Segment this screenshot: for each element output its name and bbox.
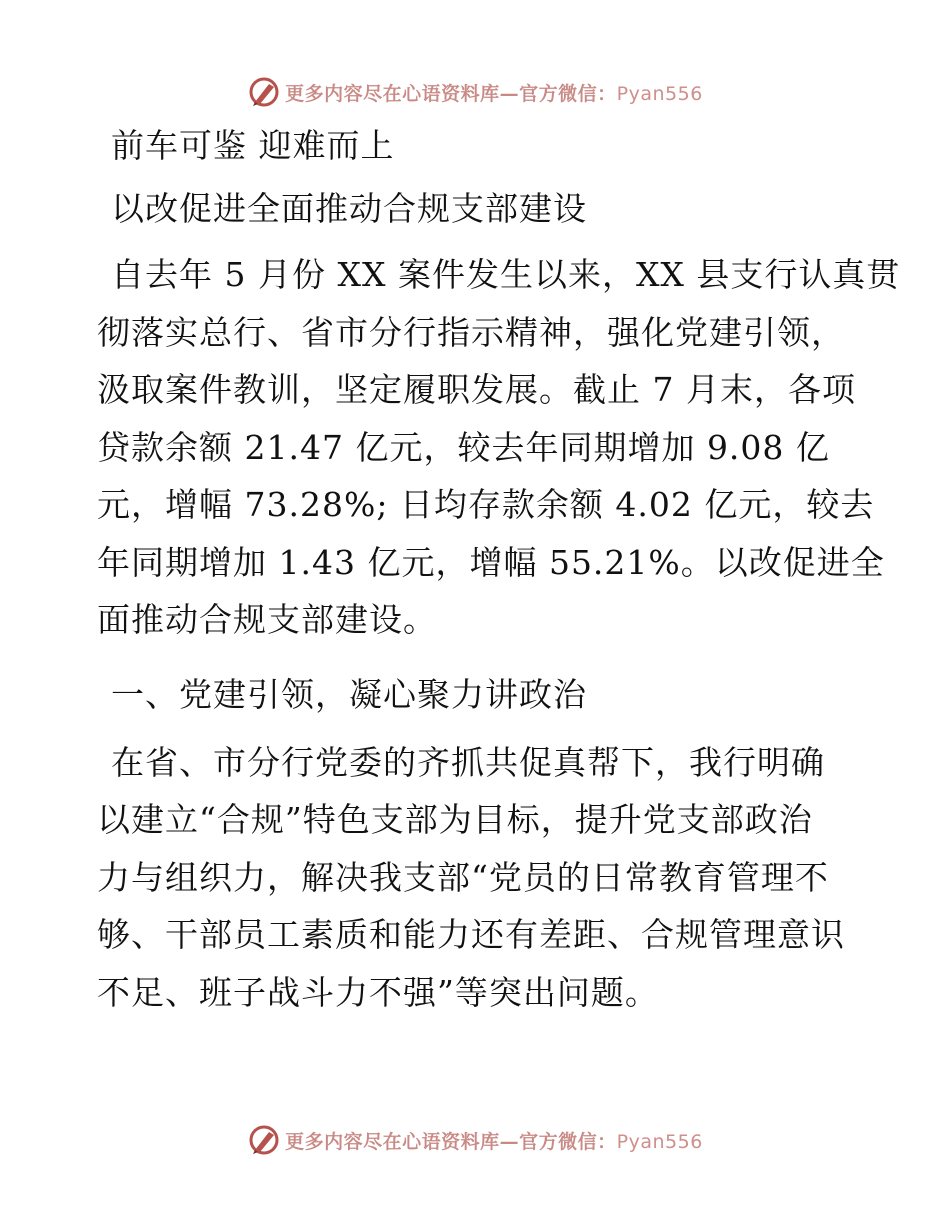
section-heading: 一、党建引领，凝心聚力讲政治	[111, 674, 587, 714]
paragraph-line: 贷款余额 21.47 亿元，较去年同期增加 9.08 亿	[97, 427, 830, 467]
paragraph-line: 以建立“合规”特色支部为目标，提升党支部政治	[97, 800, 813, 839]
document-subtitle: 以改促进全面推动合规支部建设	[111, 189, 587, 228]
watermark-text	[285, 1127, 703, 1154]
paragraph-line: 够、干部员工素质和能力还有差距、合规管理意识	[97, 915, 845, 954]
paragraph-line: 力与组织力，解决我支部“党员的日常教育管理不	[97, 857, 829, 897]
paragraph-line: 元，增幅 73.28%; 日均存款余额 4.02 亿元，较去	[97, 485, 875, 524]
watermark-account: Pyan556	[616, 1130, 703, 1153]
intro-paragraph	[97, 246, 901, 649]
watermark-text	[285, 79, 703, 106]
watermark-account: Pyan556	[616, 82, 703, 105]
pen-logo-icon	[247, 1123, 281, 1157]
paragraph-line: 彻落实总行、省市分行指示精神，强化党建引领，	[97, 312, 845, 352]
watermark-label: 更多内容尽在心语资料库—官方微信：	[285, 82, 617, 105]
document-title: 前车可鉴 迎难而上	[111, 126, 395, 165]
paragraph-line: 年同期增加 1.43 亿元，增幅 55.21%。以改促进全	[97, 542, 885, 582]
paragraph-line: 汲取案件教训，坚定履职发展。截止 7 月末，各项	[97, 370, 856, 409]
document-body	[97, 118, 901, 1021]
header-watermark	[0, 72, 950, 112]
footer-watermark	[0, 1120, 950, 1160]
watermark-label: 更多内容尽在心语资料库—官方微信：	[285, 1130, 617, 1153]
paragraph-line: 不足、班子战斗力不强”等突出问题。	[97, 972, 659, 1012]
pen-logo-icon	[247, 75, 281, 109]
paragraph-line: 在省、市分行党委的齐抓共促真帮下，我行明确	[111, 742, 825, 782]
paragraph-line: 自去年 5 月份 XX 案件发生以来，XX 县支行认真贯	[111, 255, 901, 294]
section-paragraph	[97, 734, 857, 1022]
paragraph-line: 面推动合规支部建设。	[97, 600, 437, 639]
